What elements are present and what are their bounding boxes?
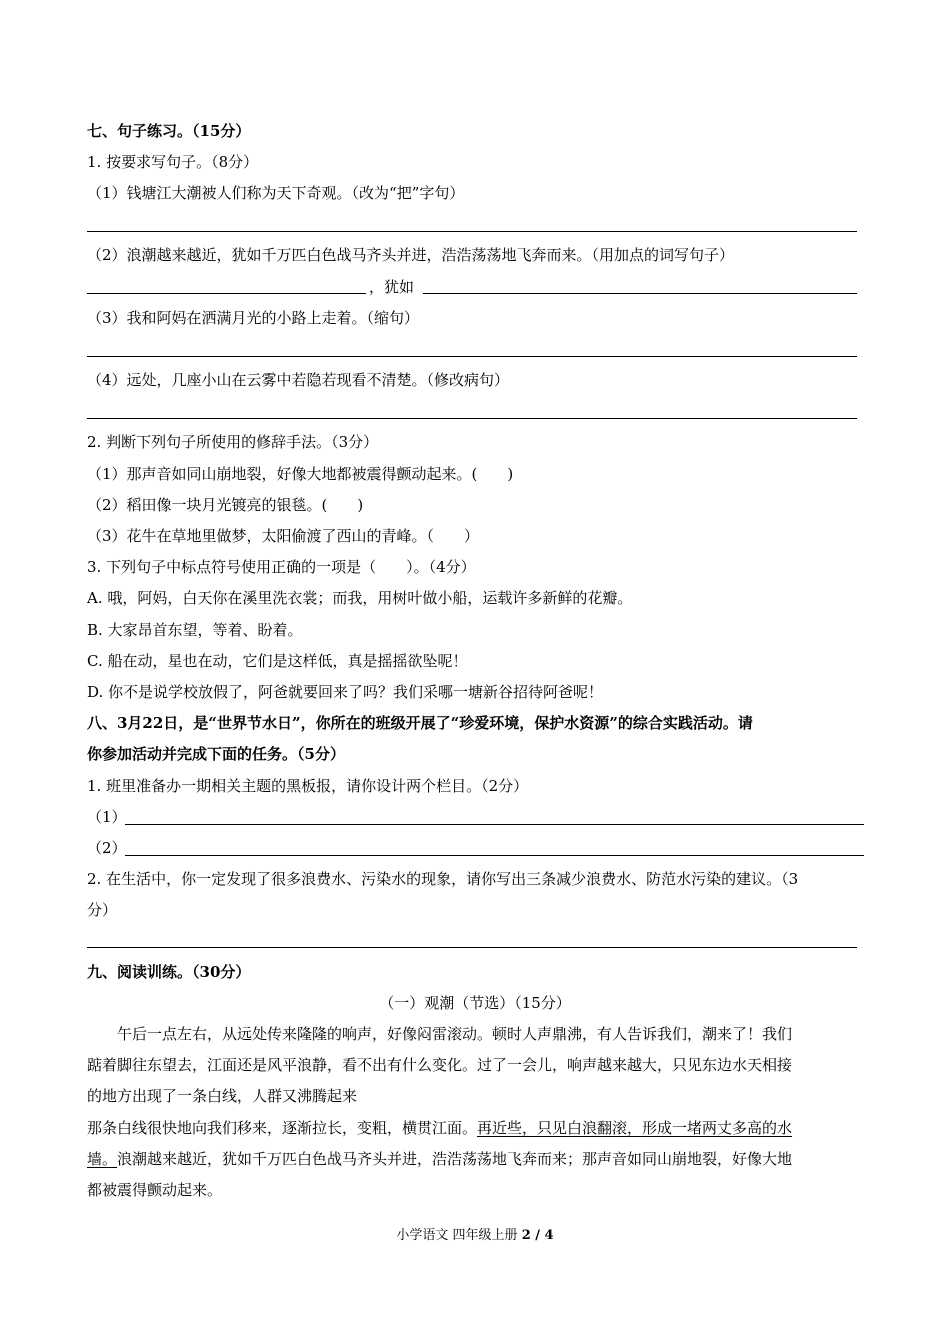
passage-paragraph-2-line-3: 都被震得颤动起来。 bbox=[87, 1181, 223, 1199]
answer-line[interactable] bbox=[125, 824, 864, 825]
answer-line[interactable] bbox=[87, 356, 857, 357]
question-7-1-item-3: （3）我和阿妈在洒满月光的小路上走着。（缩句） bbox=[87, 309, 420, 327]
underlined-sentence-end: 墙。 bbox=[87, 1150, 118, 1168]
passage-paragraph-2-line-2 bbox=[87, 1149, 792, 1169]
footer-label: 小学语文 四年级上册 bbox=[396, 1228, 522, 1243]
passage-text: 那条白线很快地向我们移来，逐渐拉长，变粗，横贯江面。 bbox=[87, 1119, 478, 1137]
question-7-2-item-3: （3）花牛在草地里做梦，太阳偷渡了西山的青峰。（ ） bbox=[87, 527, 480, 545]
page-footer bbox=[0, 1227, 950, 1245]
section-8-title-line-1: 八、3月22日，是“世界节水日”，你所在的班级开展了“珍爱环境，保护水资源”的综合实践活动。请 bbox=[87, 714, 753, 732]
question-7-2-item-2: （2）稻田像一块月光镀亮的银毯。( ) bbox=[87, 496, 364, 514]
passage-text: 浪潮越来越近，犹如千万匹白色战马齐头并进，浩浩荡荡地飞奔而来；那声音如同山崩地裂，好像大地 bbox=[117, 1150, 793, 1168]
answer-line[interactable] bbox=[87, 293, 366, 294]
answer-number-2: （2） bbox=[87, 839, 127, 857]
passage-title: （一）观潮（节选）（15分） bbox=[379, 994, 571, 1012]
section-8-title-line-2: 你参加活动并完成下面的任务。（5分） bbox=[87, 745, 345, 763]
passage-paragraph-2-line-1 bbox=[87, 1118, 792, 1138]
question-7-2-item-1: （1）那声音如同山崩地裂，好像大地都被震得颤动起来。( ) bbox=[87, 465, 514, 483]
underlined-sentence: 再近些，只见白浪翻滚，形成一堵两丈多高的水 bbox=[477, 1119, 793, 1137]
question-7-2-title: 2. 判断下列句子所使用的修辞手法。（3分） bbox=[87, 433, 379, 451]
option-b: B. 大家昂首东望，等着、盼着。 bbox=[87, 621, 303, 639]
answer-line[interactable] bbox=[125, 855, 864, 856]
answer-line[interactable] bbox=[87, 947, 857, 948]
question-7-1-title: 1. 按要求写句子。（8分） bbox=[87, 153, 259, 171]
answer-number-1: （1） bbox=[87, 808, 127, 826]
passage-paragraph-1-line-1: 午后一点左右，从远处传来隆隆的响声，好像闷雷滚动。顿时人声鼎沸，有人告诉我们，潮来了！我们 bbox=[117, 1025, 793, 1043]
answer-line[interactable] bbox=[423, 293, 857, 294]
passage-paragraph-1-line-2: 踮着脚往东望去，江面还是风平浪静，看不出有什么变化。过了一会儿，响声越来越大，只见东边水天相接 bbox=[87, 1056, 793, 1074]
question-7-1-item-1: （1）钱塘江大潮被人们称为天下奇观。（改为“把”字句） bbox=[87, 184, 465, 202]
answer-line[interactable] bbox=[87, 231, 857, 232]
section-9-title: 九、阅读训练。（30分） bbox=[87, 963, 251, 981]
question-7-1-item-2: （2）浪潮越来越近，犹如千万匹白色战马齐头并进，浩浩荡荡地飞奔而来。（用加点的词写句子） bbox=[87, 246, 735, 264]
answer-line[interactable] bbox=[87, 418, 857, 419]
page-number: 2 / 4 bbox=[521, 1228, 554, 1243]
question-7-1-item-4: （4）远处，几座小山在云雾中若隐若现看不清楚。（修改病句） bbox=[87, 371, 510, 389]
question-8-2-line-1: 2. 在生活中，你一定发现了很多浪费水、污染水的现象，请你写出三条减少浪费水、防范水污染的建议。（3 bbox=[87, 870, 799, 888]
passage-paragraph-1-line-3: 的地方出现了一条白线，人群又沸腾起来 bbox=[87, 1087, 358, 1105]
option-c: C. 船在动，星也在动，它们是这样低，真是摇摇欲坠呢！ bbox=[87, 652, 468, 670]
section-7-title: 七、句子练习。（15分） bbox=[87, 122, 251, 140]
question-8-1-title: 1. 班里准备办一期相关主题的黑板报，请你设计两个栏目。（2分） bbox=[87, 777, 529, 795]
option-a: A. 哦，阿妈，白天你在溪里洗衣裳；而我，用树叶做小船，运载许多新鲜的花瓣。 bbox=[87, 589, 633, 607]
question-7-3-title: 3. 下列句子中标点符号使用正确的一项是（ ）。（4分） bbox=[87, 558, 476, 576]
option-d: D. 你不是说学校放假了，阿爸就要回来了吗？我们采哪一塘新谷招待阿爸呢！ bbox=[87, 683, 604, 701]
question-8-2-line-2: 分） bbox=[87, 901, 118, 919]
answer-line-connector: ，犹如 bbox=[369, 278, 415, 296]
